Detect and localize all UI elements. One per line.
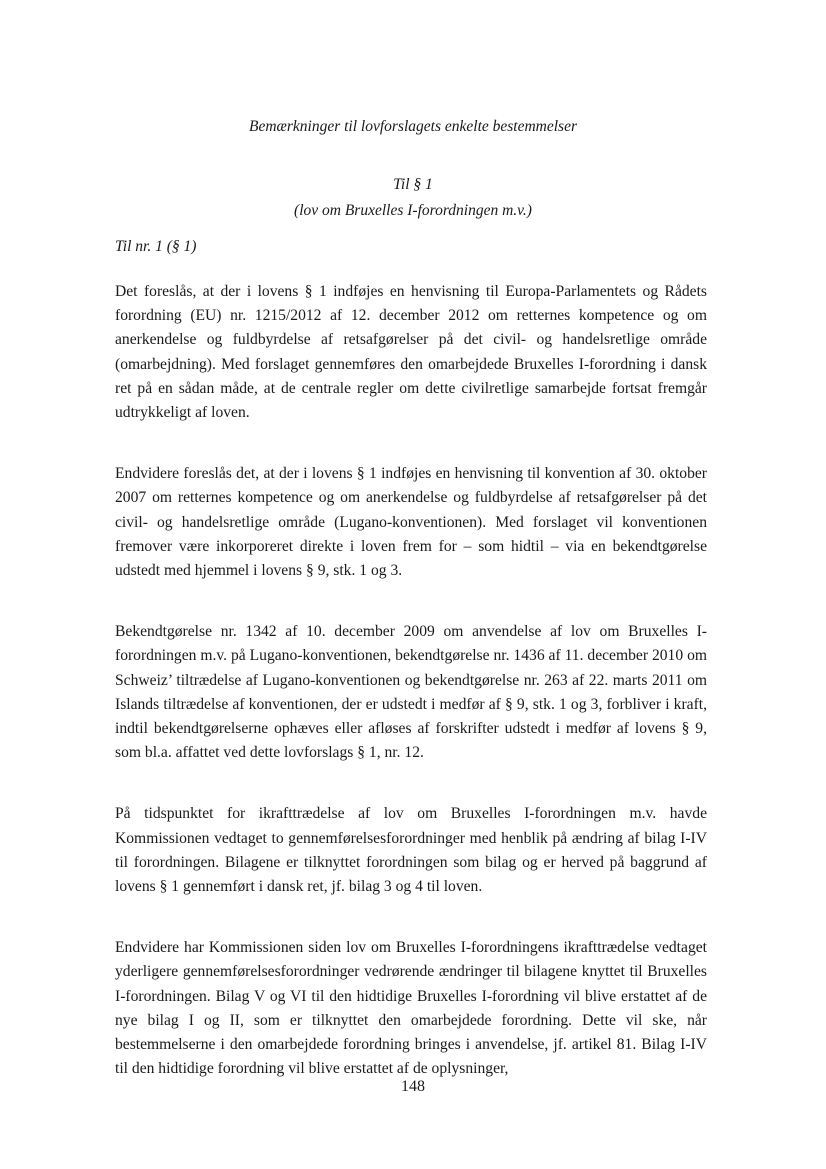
subsection-heading: Til nr. 1 (§ 1) [115,238,197,255]
page-number: 148 [401,1078,425,1095]
paragraph-3: Bekendtgørelse nr. 1342 af 10. december 2009 om anvendelse af lov om Bruxelles I-forordningen m.v. på Lugano-konventionen, bekendtgørelse nr. 1436 af 11. december 2010 om Schweiz’ tiltrædelse af Lugano-konventionen og bekendtgørelse nr. 263 af 22. marts 2011 om Islands tiltrædelse af konventionen, der er udstedt i medfør af § 9, stk. 1 og 3, forbliver i kraft, indtil bekendtgørelserne ophæves eller afløses af forskrifter udstedt i medfør af lovens § 9, som bl.a. affattet ved dette lovforslags § 1, nr. 12. [115,623,707,762]
body-text [115,280,707,1118]
paragraph-4: På tidspunktet for ikrafttrædelse af lov om Bruxelles I-forordningen m.v. havde Kommissionen vedtaget to gennemførelsesforordninger med henblik på ændring af bilag I-IV til forordningen. Bilagene er tilknyttet forordningen som bilag og er herved på baggrund af lovens § 1 gennemført i dansk ret, jf. bilag 3 og 4 til loven. [115,805,707,896]
paragraph-2: Endvidere foreslås det, at der i lovens § 1 indføjes en henvisning til konvention af 30. oktober 2007 om retternes kompetence og om anerkendelse og fuldbyrdelse af retsafgørelser på det civil- og handelsretlige område (Lugano-konventionen). Med forslaget vil konventionen fremover være inkorporeret direkte i loven frem for – som hidtil – via en bekendtgørelse udstedt med hjemmel i lovens § 9, stk. 1 og 3. [115,465,707,580]
section-title: Til § 1 [393,176,433,193]
paragraph-5: Endvidere har Kommissionen siden lov om Bruxelles I-forordningens ikrafttrædelse vedtaget yderligere gennemførelsesforordninger vedrørende ændringer til bilagene knyttet til Bruxelles I-forordningen. Bilag V og VI til den hidtidige Bruxelles I-forordning vil blive erstattet af de nye bilag I og II, som er tilknyttet den omarbejdede forordning. Dette vil ske, når bestemmelserne i den omarbejdede forordning bringes i anvendelse, jf. artikel 81. Bilag I-IV til den hidtidige forordning vil blive erstattet af de oplysninger, [115,939,707,1078]
section-subtitle: (lov om Bruxelles I-forordningen m.v.) [294,202,532,219]
page-heading: Bemærkninger til lovforslagets enkelte bestemmelser [248,118,577,135]
section-title-block [0,172,826,224]
paragraph-1: Det foreslås, at der i lovens § 1 indføjes en henvisning til Europa-Parlamentets og Rådets forordning (EU) nr. 1215/2012 af 12. december 2012 om retternes kompetence og om anerkendelse og fuldbyrdelse af retsafgørelser på det civil- og handelsretlige område (omarbejdning). Med forslaget gennemføres den omarbejdede Bruxelles I-forordning i dansk ret på en sådan måde, at de centrale regler om dette civilretlige samarbejde fortsat fremgår udtrykkeligt af loven. [115,283,707,422]
